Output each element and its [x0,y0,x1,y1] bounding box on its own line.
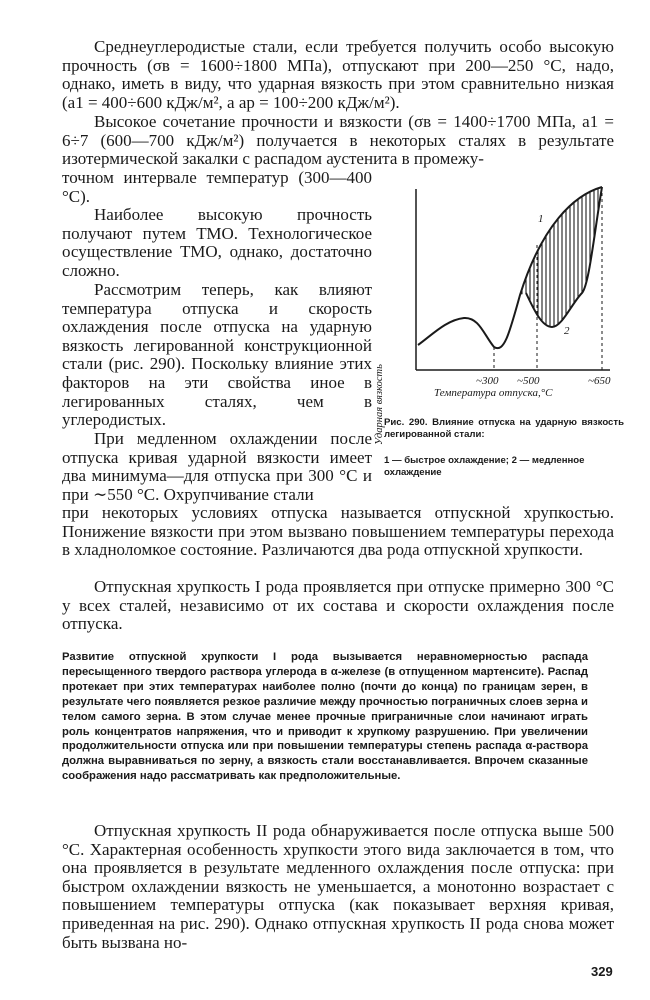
page-number: 329 [591,964,613,979]
x-axis-label: Температура отпуска,°С [434,387,553,399]
curve-2-label: 2 [564,325,570,337]
paragraph-1: Среднеуглеродистые стали, если требуется получить особо высокую прочность (σв = 1600÷1800 МПа), отпускают при 200—250 °С, надо, однако, иметь в виду, что ударная вязкость при этом сравнительно низкая (a1 = 400÷600 кДж/м², а aр = 100÷200 кДж/м²). [62,37,614,112]
figure-caption: Рис. 290. Влияние отпуска на ударную вязкость легированной стали: [384,417,624,440]
figure-290 [374,175,624,478]
paragraph-5: При медленном охлаждении после отпуска кривая ударной вязкости имеет два минимума—для отпуска при 300 °С и при ∼550 °С. Охрупчивание стали [62,429,372,504]
paragraph-5-continued: при некоторых условиях отпуска называется отпускной хрупкостью. Понижение вязкости при этом вызвано повышением температуры перехода в хладноломкое состояние. Различаются два рода отпускной хрупкости. [62,503,614,560]
figure-legend: 1 — быстрое охлаждение; 2 — медленное охлаждение [384,455,585,478]
tick-300: ~300 [476,375,499,387]
paragraph-7: Отпускная хрупкость II рода обнаруживается после отпуска выше 500 °С. Характерная особенность хрупкости этого вида заключается в том, что она проявляется в результате медленного охлаждения после отпуска: при быстром охлаждении вязкость не уменьшается, а монотонно возрастает с повышением температуры отпуска (как показывает верхняя кривая, приведенная на рис. 290). Однако отпускная хрупкость II рода снова может быть вызвана но- [62,821,614,952]
paragraph-2-continued: точном интервале температур (300—400 °С). [62,168,372,206]
paragraph-6: Отпускная хрупкость I рода проявляется при отпуске примерно 300 °С у всех сталей, независимо от их состава и скорости охлаждения после отпуска. [62,577,614,634]
curve-1-label: 1 [538,213,544,225]
smallprint-note: Развитие отпускной хрупкости I рода вызывается неравномерностью распада пересыщенного твердого раствора углерода в α-железе (в отпущенном мартенсите). Распад протекает при этих температурах наиболее полно (почти до конца) по границам зерен, в результате чего появляется резкое различие между прочностью пограничных слоев зерна и телом самого зерна. В этом случае менее прочные приграничные слои начинают играть роль концентратов напряжения, что и приводит к хрупкому разрушению. При увеличении продолжительности отпуска или при повышении температуры степень распада α-раствора должна выравниваться по зерну, а вязкость стали восстанавливается. Впрочем сказанные соображения надо рассматривать как предположительные. [62,651,588,783]
y-axis-label: Ударная вязкость [374,364,385,445]
paragraph-2: Высокое сочетание прочности и вязкости (σв = 1400÷1700 МПа, a1 = 6÷7 (600—700 кДж/м²) получается в некоторых сталях в результате изотермической закалки с распадом аустенита в промежу- [62,112,614,169]
paragraph-3: Наиболее высокую прочность получают путем ТМО. Технологическое осуществление ТМО, однако, достаточно сложно. [62,205,372,280]
paragraph-4: Рассмотрим теперь, как влияют температура отпуска и скорость охлаждения после отпуска на ударную вязкость легированной конструкционной стали (рис. 290). Поскольку влияние этих факторов на эти свойства иное в легированных сталях, чем в углеродистых. [62,280,372,430]
tick-650: ~650 [588,375,611,387]
tick-500: ~500 [517,375,540,387]
